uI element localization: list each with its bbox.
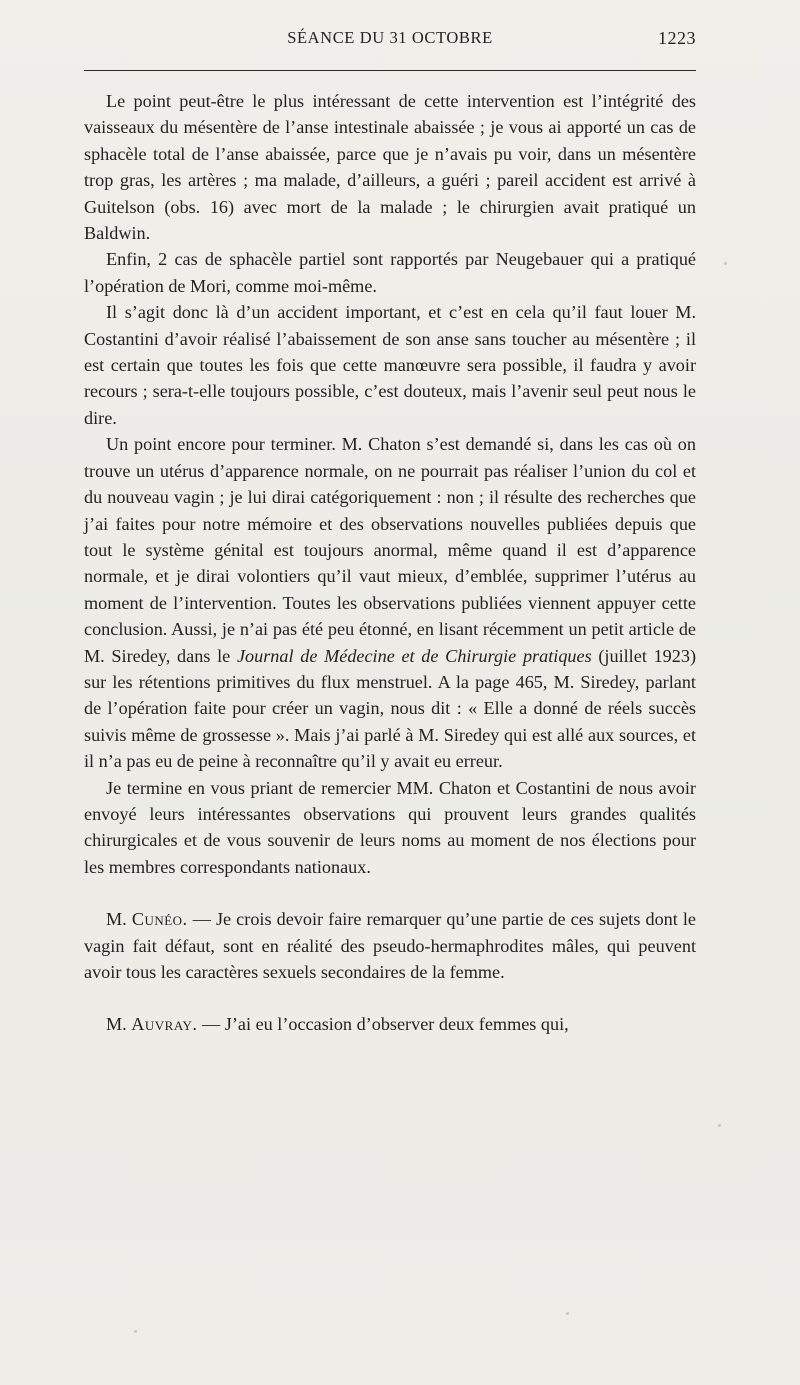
paragraph-text: Le point peut-être le plus intéressant de cette intervention est l’intégrité des vaisseaux du mésentère de l’anse intestinale abaissée ; je vous ai apporté un cas de sphacèle total de l’anse abaissée, parce que je n’avais pu voir, dans un mésentère trop gras, les artères ; ma malade, d’ailleurs, a guéri ; pareil accident est arrivé à Guitelson (obs. 16) avec mort de la malade ; le chirurgien avait pratiqué un Baldwin.: [84, 91, 696, 244]
paragraph-text: Enfin, 2 cas de sphacèle partiel sont rapportés par Neugebauer qui a pratiqué l’opération de Mori, comme moi-même.: [84, 249, 696, 296]
body-text: [84, 88, 696, 1038]
speaker-prefix: M.: [106, 909, 132, 930]
header-rule: [84, 70, 696, 71]
speaker-paragraph: [84, 1011, 696, 1037]
speaker-name: Cunéo.: [131, 909, 188, 930]
paragraph-text: — J’ai eu l’occasion d’observer deux femmes qui,: [197, 1014, 569, 1035]
paragraph: [84, 431, 696, 774]
page-number: 1223: [658, 28, 696, 48]
speaker-paragraph: [84, 906, 696, 985]
paragraph: [84, 246, 696, 299]
paragraph-text: (juillet 1923) sur les rétentions primitives du flux menstruel. A la page 465, M. Siredey, parlant de l’opération faite pour créer un vagin, nous dit : « Elle a donné de réels succès suivis même de grossesse ». Mais j’ai parlé à M. Siredey qui est allé aux sources, et il n’a pas eu de peine à reconnaître qu’il y avait eu erreur.: [84, 645, 697, 772]
paper-speck: [724, 262, 727, 265]
paper-speck: [134, 1330, 137, 1333]
speaker-name: Auvray.: [131, 1014, 198, 1035]
paragraph-text: Je termine en vous priant de remercier MM. Chaton et Costantini de nous avoir envoyé leurs intéressantes observations qui prouvent leurs grandes qualités chirurgicales et de vous souvenir de leurs noms au moment de nos élections pour les membres correspondants nationaux.: [84, 777, 696, 877]
paragraph: [84, 88, 696, 246]
paragraph-text: Un point encore pour terminer. M. Chaton s’est demandé si, dans les cas où on trouve un utérus d’apparence normale, on ne pourrait pas réaliser l’union du col et du nouveau vagin ; je lui dirai catégoriquement : non ; il résulte des recherches que j’ai faites pour notre mémoire et des observations nouvelles publiées depuis que tout le système génital est toujours anormal, même quand il est d’apparence normale, et je dirai volontiers qu’il vaut mieux, d’emblée, supprimer l’utérus au moment de l’intervention. Toutes les observations publiées viennent appuyer cette conclusion. Aussi, je n’ai pas été peu étonné, en lisant récemment un petit article de M. Siredey, dans le: [84, 434, 696, 666]
paper-speck: [718, 1124, 721, 1127]
journal-title: Journal de Médecine et de Chirurgie pratiques: [236, 645, 592, 666]
running-title: SÉANCE DU 31 OCTOBRE: [287, 28, 493, 47]
speaker-prefix: M.: [106, 1014, 132, 1035]
paragraph-text: — Je crois devoir faire remarquer qu’une partie de ces sujets dont le vagin fait défaut, sont en réalité des pseudo-hermaphrodites mâles, qui peuvent avoir tous les caractères sexuels secondaires de la femme.: [84, 909, 697, 982]
paragraph: [84, 299, 696, 431]
paragraph-text: Il s’agit donc là d’un accident important, et c’est en cela qu’il faut louer M. Costantini d’avoir réalisé l’abaissement de son anse sans toucher au mésentère ; il est certain que toutes les fois que cette manœuvre sera possible, il faudra y avoir recours ; sera-t-elle toujours possible, c’est douteux, mais l’avenir seul peut nous le dire.: [84, 302, 696, 428]
paper-speck: [566, 1312, 569, 1315]
running-head: [84, 28, 696, 54]
paragraph: [84, 775, 696, 881]
